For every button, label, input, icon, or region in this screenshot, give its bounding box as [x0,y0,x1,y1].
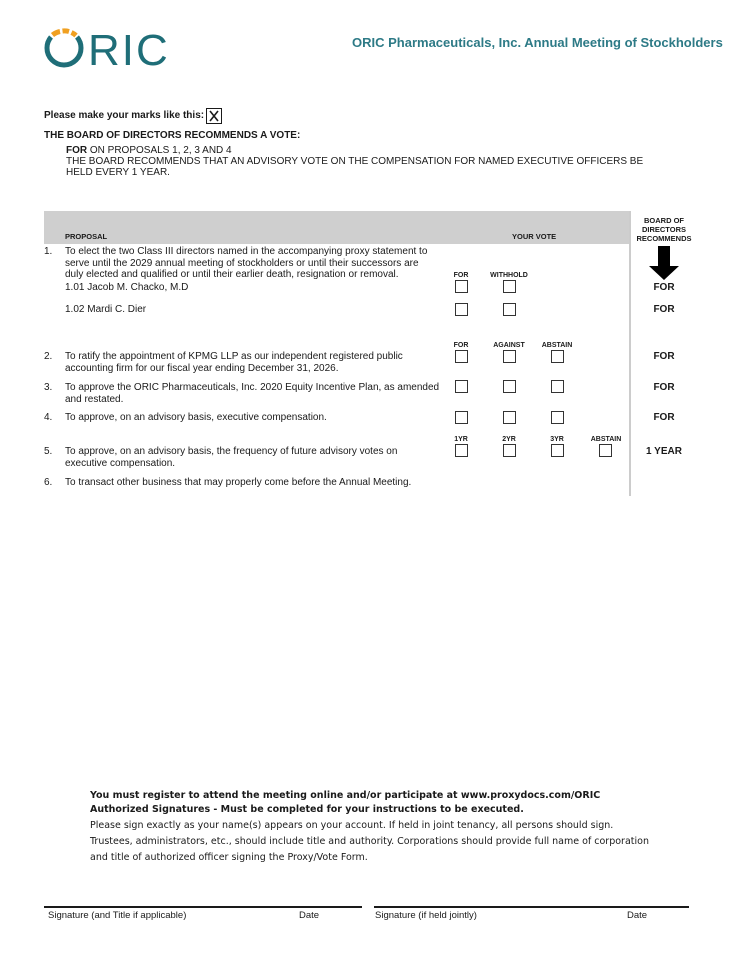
board-recommendation-line3: HELD EVERY 1 YEAR. [66,167,170,178]
proposal-2-text: To ratify the appointment of KPMG LLP as our independent registered public accounting firm for our fiscal year ending December 31, 2026. [65,351,403,374]
proposal-4-for-checkbox[interactable] [455,411,468,424]
signature-2-label: Signature (if held jointly) [375,910,477,921]
proposal-4-number: 4. [44,412,53,423]
proposal-3-abstain-checkbox[interactable] [551,380,564,393]
proposal-3-against-checkbox[interactable] [503,380,516,393]
proposal-4-against-checkbox[interactable] [503,411,516,424]
proposal-5-2yr-checkbox[interactable] [503,444,516,457]
proposal-5-abstain-checkbox[interactable] [599,444,612,457]
board-recommendation-line1: FOR ON PROPOSALS 1, 2, 3 AND 4 [66,145,232,156]
mark-example-box [206,108,222,124]
date-1-label: Date [299,910,320,921]
signature-line-2[interactable] [374,906,689,908]
option-withhold-label: WITHHOLD [490,272,528,279]
nominee-2-for-checkbox[interactable] [455,303,468,316]
option-for-label: FOR [453,272,469,279]
nominee-1-for-checkbox[interactable] [455,280,468,293]
option-3yr-label: 3YR [550,436,564,443]
board-recommendation-title: THE BOARD OF DIRECTORS RECOMMENDS A VOTE: [44,130,301,141]
proposal-5-recommendation: 1 YEAR [646,446,682,457]
option-1yr-label: 1YR [454,436,468,443]
proposal-1-text: To elect the two Class III directors named in the accompanying proxy statement to serve until the 2029 annual meeting of stockholders or until their successors are duly elected and qualified or until their earlier death, resignation or removal. [65,246,428,280]
proposal-5-number: 5. [44,446,53,457]
nominee-2-withhold-checkbox[interactable] [503,303,516,316]
proposal-3-recommendation: FOR [653,382,675,393]
proposal-3-for-checkbox[interactable] [455,380,468,393]
proposal-4-recommendation: FOR [653,412,675,423]
option-abstain-label-5: ABSTAIN [590,436,622,443]
proposal-4-abstain-checkbox[interactable] [551,411,564,424]
proposal-2-for-checkbox[interactable] [455,350,468,363]
nominee-2-name: 1.02 Mardi C. Dier [65,304,147,315]
proposal-5-3yr-checkbox[interactable] [551,444,564,457]
option-abstain-label: ABSTAIN [541,342,573,349]
proposal-4-text: To approve, on an advisory basis, executive compensation. [65,412,327,423]
proposal-column-header: PROPOSAL [65,232,108,241]
proposal-2-recommendation: FOR [653,351,675,362]
marks-instruction: Please make your marks like this: [44,110,205,121]
proposal-2-against-checkbox[interactable] [503,350,516,363]
date-2-label: Date [627,910,648,921]
signing-instructions: Please sign exactly as your name(s) appears on your account. If held in joint tenancy, all persons should sign. Trustees, administrators, etc., should include title and authority. Corporations should provide full name of corporation and title of authorized officer signing the Proxy/Vote Form. [90,820,649,863]
proposal-5-1yr-checkbox[interactable] [455,444,468,457]
proposal-3-number: 3. [44,382,53,393]
your-vote-column-header: YOUR VOTE [512,232,557,241]
nominee-1-recommendation: FOR [653,282,675,293]
meeting-title: ORIC Pharmaceuticals, Inc. Annual Meeting of Stockholders [352,35,723,50]
proposal-2-number: 2. [44,351,53,362]
proposal-1-number: 1. [44,246,53,257]
signature-line-1[interactable] [44,906,362,908]
option-2yr-label: 2YR [502,436,516,443]
proposal-6-text: To transact other business that may properly come before the Annual Meeting. [65,477,412,488]
signature-1-label: Signature (and Title if applicable) [48,910,187,921]
board-recommendation-line2: THE BOARD RECOMMENDS THAT AN ADVISORY VOTE ON THE COMPENSATION FOR NAMED EXECUTIVE OFFICERS BE [66,156,644,167]
authorized-signatures-notice: Authorized Signatures - Must be completed for your instructions to be executed. [90,804,524,815]
register-notice: You must register to attend the meeting online and/or participate at www.proxydocs.com/ORIC [90,790,601,801]
column-divider [629,211,631,496]
board-recommends-header: BOARD OF DIRECTORS RECOMMENDS [636,216,692,243]
svg-text:RIC: RIC [88,26,170,70]
oric-logo [42,26,188,70]
down-arrow-icon [648,246,680,280]
option-for-label-2: FOR [453,342,469,349]
x-mark-icon [207,109,221,123]
proposal-6-number: 6. [44,477,53,488]
proposal-2-abstain-checkbox[interactable] [551,350,564,363]
proposal-3-text: To approve the ORIC Pharmaceuticals, Inc. 2020 Equity Incentive Plan, as amended and restated. [65,382,440,405]
nominee-1-name: 1.01 Jacob M. Chacko, M.D [65,282,189,293]
option-against-label: AGAINST [493,342,525,349]
proposal-5-text: To approve, on an advisory basis, the frequency of future advisory votes on executive compensation. [65,446,398,469]
nominee-2-recommendation: FOR [653,304,675,315]
nominee-1-withhold-checkbox[interactable] [503,280,516,293]
